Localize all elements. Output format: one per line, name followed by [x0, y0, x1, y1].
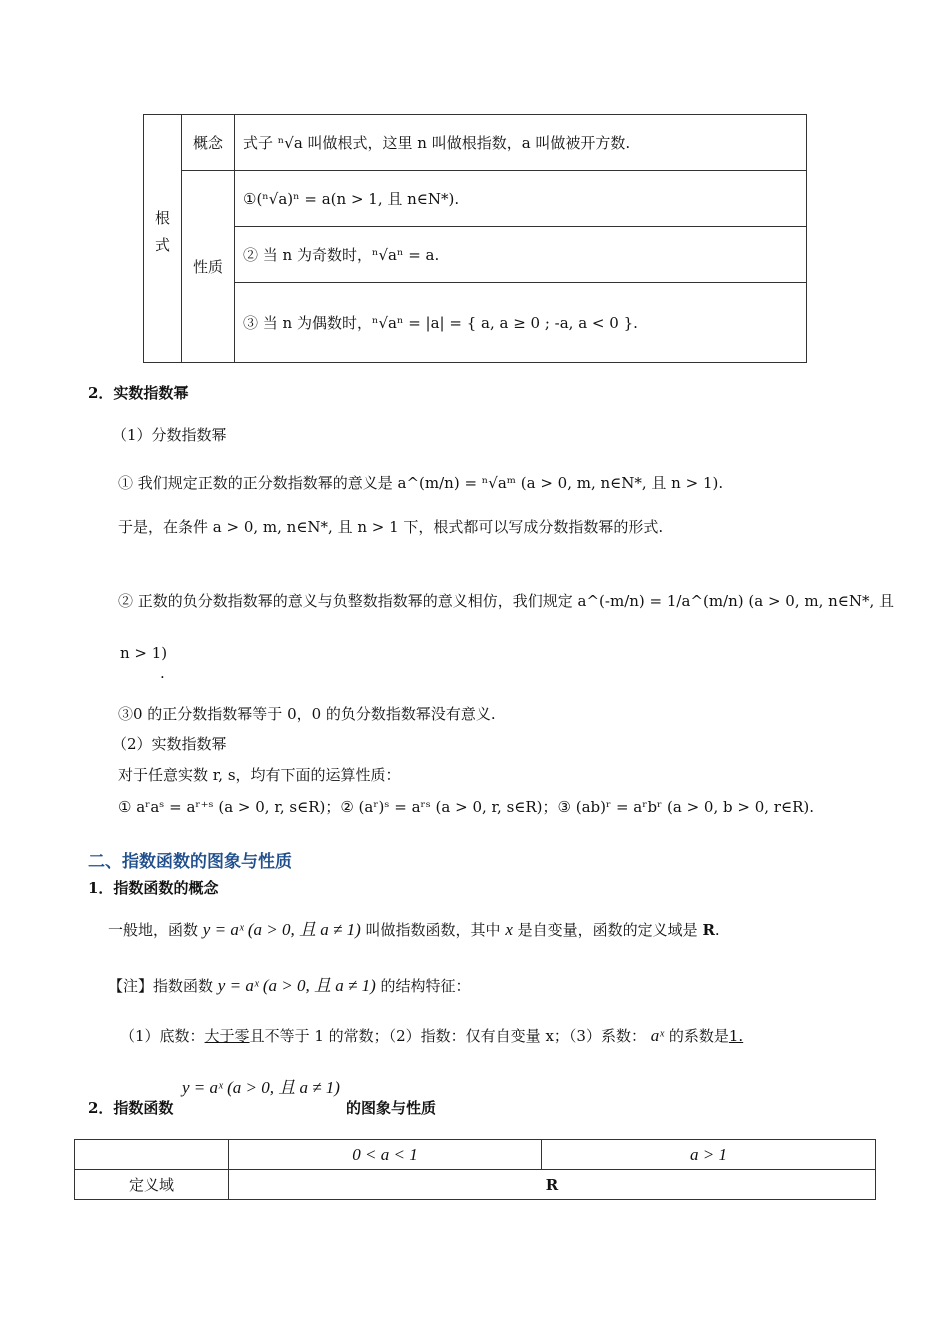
paragraph: ① aʳaˢ = aʳ⁺ˢ (a > 0, r, s∈R)；② (aʳ)ˢ = aʳˢ (a > 0, r, s∈R)；③ (ab)ʳ = aʳbʳ (a > 0, b > 0, r∈R).: [118, 798, 814, 816]
note: 【注】指数函数 y = aˣ (a > 0, 且 a ≠ 1) 的结构特征：: [108, 976, 471, 995]
paragraph: n > 1): [120, 644, 168, 662]
features: （1）底数：大于零且不等于 1 的常数；（2）指数：仅有自变量 x；（3）系数： aˣ 的系数是1.: [120, 1026, 744, 1045]
section-heading: 的图象与性质: [346, 1099, 437, 1117]
concept-text: 式子 ⁿ√a 叫做根式，这里 n 叫做根指数，a 叫做被开方数.: [235, 115, 807, 171]
concept-label: 概念: [182, 115, 235, 171]
subheading: （2）实数指数幂: [112, 735, 227, 753]
subheading: （1）分数指数幂: [112, 426, 227, 444]
paragraph: ③0 的正分数指数幂等于 0，0 的负分数指数幂没有意义.: [118, 705, 496, 723]
definition: 一般地，函数 y = aˣ (a > 0, 且 a ≠ 1) 叫做指数函数，其中 x 是自变量，函数的定义域是 R.: [108, 920, 720, 939]
section-heading: 2．指数函数: [88, 1099, 174, 1117]
paragraph: ② 正数的负分数指数幂的意义与负整数指数幂的意义相仿，我们规定 a^(-m/n) = 1/a^(m/n) (a > 0, m, n∈N*, 且: [118, 592, 895, 610]
group-label: 根式: [144, 115, 182, 363]
row-label: 定义域: [75, 1170, 229, 1200]
property-3: ③ 当 n 为偶数时，ⁿ√aⁿ = |a| = { a, a ≥ 0 ; -a, a < 0 }.: [235, 283, 807, 363]
graph-properties-table: [74, 1139, 876, 1200]
formula: y = aˣ (a > 0, 且 a ≠ 1): [182, 1078, 340, 1097]
empty-cell: [75, 1140, 229, 1170]
row-value: R: [229, 1170, 876, 1200]
column-header: a > 1: [542, 1140, 876, 1170]
property-label: 性质: [182, 171, 235, 363]
column-header: 0 < a < 1: [229, 1140, 542, 1170]
section-heading: 1．指数函数的概念: [88, 879, 219, 897]
section-heading: 2．实数指数幂: [88, 384, 189, 402]
paragraph: 对于任意实数 r, s，均有下面的运算性质：: [118, 766, 401, 784]
paragraph: 于是，在条件 a > 0, m, n∈N*, 且 n > 1 下，根式都可以写成分数指数幂的形式.: [118, 518, 664, 536]
property-1: ①(ⁿ√a)ⁿ = a(n > 1, 且 n∈N*).: [235, 171, 807, 227]
radical-table: [143, 114, 807, 363]
property-2: ② 当 n 为奇数时，ⁿ√aⁿ = a.: [235, 227, 807, 283]
paragraph: .: [160, 664, 165, 682]
paragraph: ① 我们规定正数的正分数指数幂的意义是 a^(m/n) = ⁿ√aᵐ (a > 0, m, n∈N*, 且 n > 1).: [118, 474, 724, 492]
part-heading: 二、指数函数的图象与性质: [88, 852, 292, 872]
